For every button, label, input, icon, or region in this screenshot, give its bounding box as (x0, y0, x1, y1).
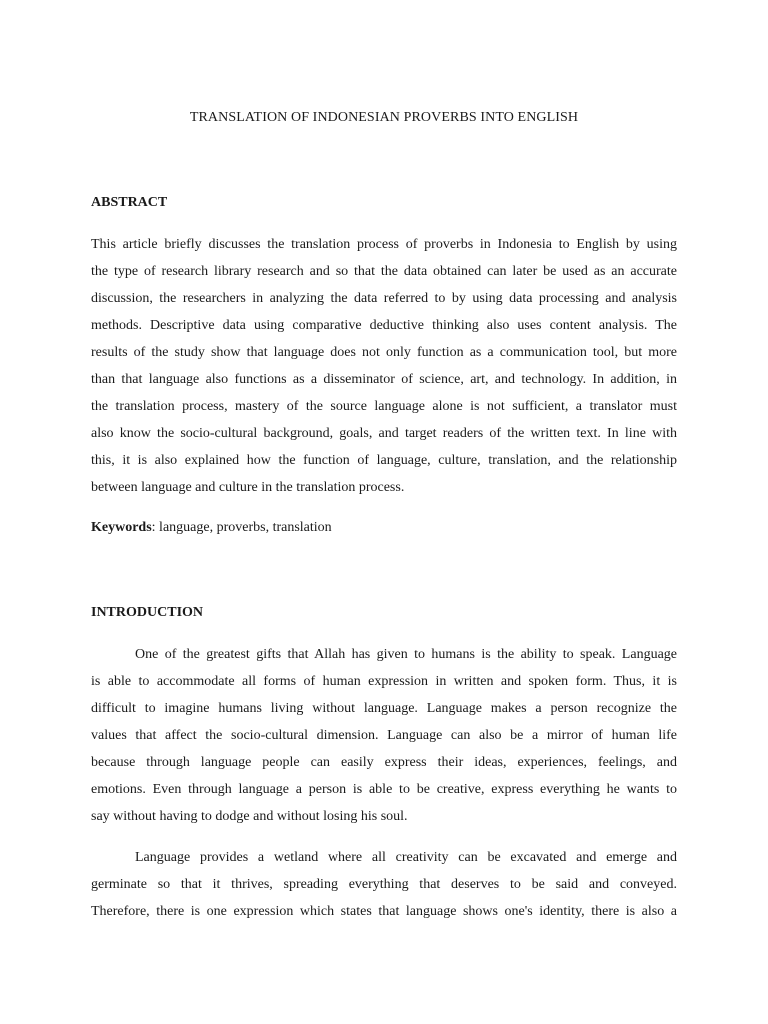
intro-line: difficult to imagine humans living without language. Language makes a person recognize the (91, 701, 677, 716)
abstract-line: methods. Descriptive data using comparative deductive thinking also uses content analysis. The (91, 318, 677, 333)
introduction-heading: INTRODUCTION (91, 605, 204, 620)
abstract-heading: ABSTRACT (91, 195, 168, 210)
intro-line: values that affect the socio-cultural dimension. Language can also be a mirror of human life (91, 728, 677, 743)
abstract-line: the type of research library research and so that the data obtained can later be used as an accurate (91, 264, 677, 279)
abstract-line: This article briefly discusses the translation process of proverbs in Indonesia to English by using (91, 237, 677, 252)
intro-line: emotions. Even through language a person is able to be creative, express everything he wants to (91, 782, 677, 797)
abstract-paragraph (91, 231, 677, 501)
keywords-value: : language, proverbs, translation (151, 520, 332, 535)
intro-line: One of the greatest gifts that Allah has given to humans is the ability to speak. Language (135, 647, 677, 662)
abstract-line: the translation process, mastery of the source language alone is not sufficient, a translator must (91, 399, 677, 414)
abstract-line: than that language also functions as a disseminator of science, art, and technology. In addition, in (91, 372, 677, 387)
intro-line: say without having to dodge and without losing his soul. (91, 809, 408, 824)
introduction-paragraph-2 (91, 844, 677, 925)
introduction-paragraph-1 (91, 641, 677, 830)
intro-line: because through language people can easily express their ideas, experiences, feelings, and (91, 755, 677, 770)
abstract-line: between language and culture in the translation process. (91, 480, 405, 495)
abstract-line: discussion, the researchers in analyzing the data referred to by using data processing and analysis (91, 291, 677, 306)
paper-title: TRANSLATION OF INDONESIAN PROVERBS INTO ENGLISH (189, 110, 579, 125)
intro-line: Language provides a wetland where all creativity can be excavated and emerge and (135, 850, 677, 865)
abstract-line: also know the socio-cultural background, goals, and target readers of the written text. In line with (91, 426, 677, 441)
intro-line: Therefore, there is one expression which states that language shows one's identity, there is also a (91, 904, 677, 919)
intro-line: is able to accommodate all forms of human expression in written and spoken form. Thus, it is (91, 674, 677, 689)
abstract-line: results of the study show that language does not only function as a communication tool, but more (91, 345, 677, 360)
keywords-label: Keywords (91, 520, 152, 535)
keywords (91, 518, 332, 538)
abstract-line: this, it is also explained how the function of language, culture, translation, and the relationship (91, 453, 677, 468)
intro-line: germinate so that it thrives, spreading everything that deserves to be said and conveyed. (91, 877, 677, 892)
